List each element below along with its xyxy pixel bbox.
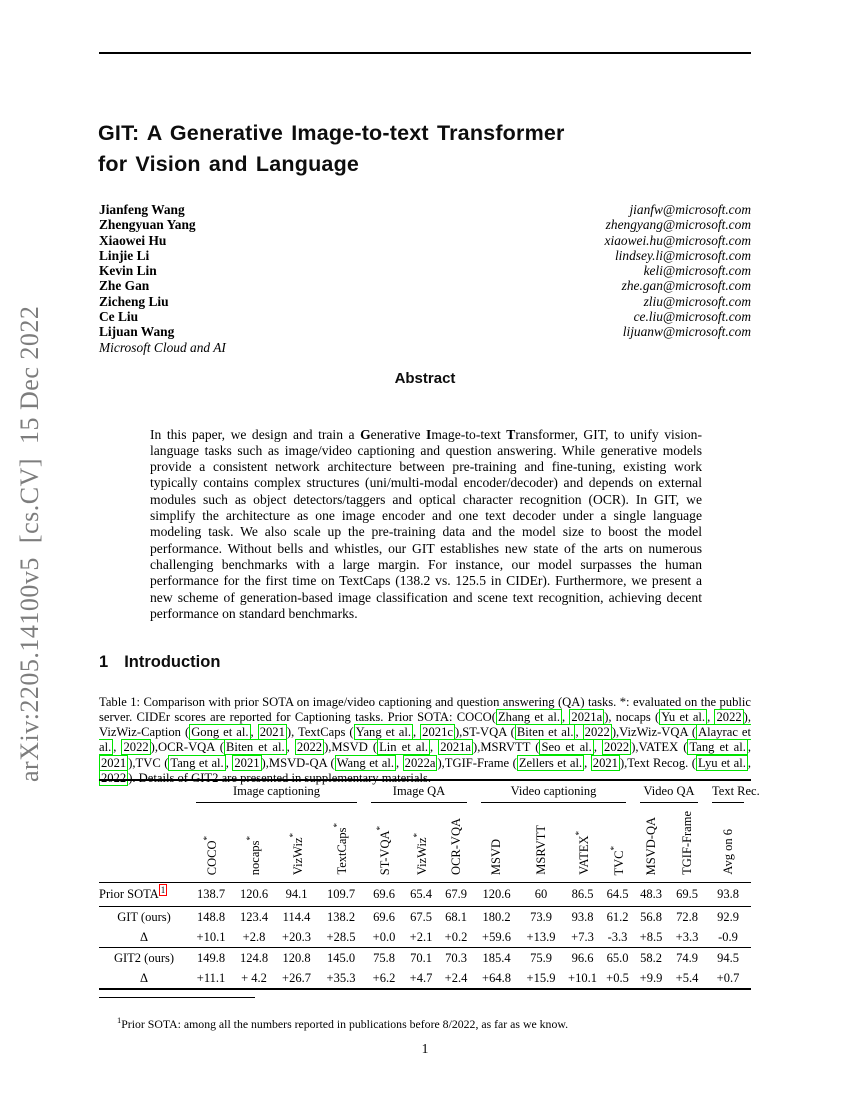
table-value: 138.2 [326,909,356,924]
bold-letter: G [360,426,371,442]
table-value: 180.2 [482,909,511,924]
table-value: 69.6 [364,883,404,907]
table-value: 70.1 [410,950,432,965]
table-value: 60 [519,883,563,907]
table-value: 114.4 [282,909,311,924]
column-group-header [189,780,364,803]
table-column-header-row [99,803,751,883]
author-email[interactable]: zhengyang@microsoft.com [605,217,751,233]
table-value: -0.9 [705,927,751,948]
column-header [233,803,275,883]
table-value: +8.5 [633,927,669,948]
paper-title-line1: GIT: A Generative Image-to-text Transformer [98,121,565,146]
table-value: 69.5 [669,883,705,907]
table-value: +2.8 [233,927,275,948]
table-value: 109.7 [318,883,364,907]
table-value: 92.9 [717,909,739,924]
table-value: + 4.2 [241,970,267,985]
table-row [99,968,751,989]
table-value: 120.6 [474,883,519,907]
column-header-label: Avg on 6 [720,829,735,875]
table-row [99,907,751,928]
table-value: +13.9 [519,927,563,948]
section-heading-introduction [99,653,220,672]
author-name: Xiaowei Hu [99,232,167,248]
page-number: 1 [421,1041,429,1056]
table-value: 61.2 [606,909,629,924]
column-header-label: VizWiz* [287,832,305,875]
table-value: 148.8 [196,909,226,924]
column-group-label: Image QA [371,784,467,803]
table-value: +10.1 [568,970,597,985]
citation-link[interactable]: Lin et al. [379,740,429,755]
citation-link[interactable]: Seo et al. [541,740,592,755]
column-group-header [474,780,633,803]
citation-link[interactable]: 2021c [422,725,453,740]
footnote-rule [99,997,255,998]
table-value: 145.0 [326,950,356,965]
table-value: 48.3 [633,883,669,907]
column-group-label: Text Rec. [712,784,744,803]
author-name: Linjie Li [99,247,150,263]
column-header [189,803,233,883]
row-label: Prior SOTA $^1$ [99,883,189,907]
citation-link[interactable]: Zellers et al. [518,755,583,770]
author-email[interactable]: zliu@microsoft.com [643,293,751,309]
citation-link[interactable]: 2022 [716,709,742,724]
citation-link[interactable]: Biten et al. [225,740,285,755]
table-row [99,948,751,969]
citation-link[interactable]: Yu et al. [661,709,706,724]
column-header [669,803,705,883]
author-name: Lijuan Wang [99,324,175,340]
table-corner-cell [99,803,189,883]
column-group-label: Image captioning [196,784,357,803]
author-email[interactable]: lijuanw@microsoft.com [622,324,751,340]
table-value: 124.8 [239,950,269,965]
table-value: +59.6 [474,927,519,948]
column-header-label: VATEX* [573,831,591,875]
column-header-label: MSVD [489,838,504,875]
column-header [318,803,364,883]
table-value: 149.8 [196,950,226,965]
author-name: Zhe Gan [99,278,150,294]
table-value: +5.4 [675,970,699,985]
column-header-label: nocaps* [245,835,263,875]
results-table [99,779,760,990]
table-value: +0.5 [606,970,629,985]
bold-letter: T [506,426,516,442]
table-value: 94.5 [717,950,739,965]
row-label: GIT2 (ours) [113,950,175,965]
footnote-marker: 1 [117,1014,122,1025]
table-value: 75.8 [373,950,395,965]
table-value: 185.4 [482,950,511,965]
affiliation: Microsoft Cloud and AI [99,339,226,355]
bold-letter: I [426,426,432,442]
table-value: 70.3 [445,950,467,965]
author-email[interactable]: xiaowei.hu@microsoft.com [604,232,751,248]
table-value: +0.2 [438,927,474,948]
citation-link[interactable]: 2021a [571,709,603,724]
author-email[interactable]: zhe.gan@microsoft.com [621,278,751,294]
column-header-label: ST-VQA* [375,825,393,875]
citation-link[interactable]: Wang et al. [336,755,395,770]
column-header [404,803,438,883]
table-value: 93.8 [705,883,751,907]
table-value: 67.5 [410,909,432,924]
table-row [99,927,751,948]
arxiv-watermark: arXiv:2205.14100v5 [cs.CV] 15 Dec 2022 [15,305,44,782]
table-value: 93.8 [571,909,594,924]
table-value: 73.9 [530,909,552,924]
footnote-text: Prior SOTA: among all the numbers reported in publications before 8/2022, as far as we know. [121,1016,569,1031]
table-value: 67.9 [438,883,474,907]
row-label: GIT (ours) [117,909,171,924]
author-email[interactable]: keli@microsoft.com [643,263,751,279]
table-value: 65.4 [404,883,438,907]
author-row [99,294,751,309]
abstract-text: In this paper, we design and train a Generative Image-to-text Transformer, GIT, to unify vision-language tasks such as image/video captioning and question answering. While generative models provide a consistent network architecture between pre-training and fine-tuning, existing work typically contains complex structures (uni/multi-modal encoder/decoder) and depends on external modules such as object detectors/taggers and optical character recognition (OCR). In GIT, we simplify the architecture as one image encoder and one text decoder under a single language modeling task. We also scale up the pre-training data and the model size to boost the model performance. Without bells and whistles, our GIT establishes new state of the arts on numerous challenging benchmarks with a large margin. For instance, our model surpasses the human performance for the first time on TextCaps (138.2 vs. 125.5 in CIDEr). Furthermore, we present a new scheme of generation-based image classification and scene text recognition, achieving decent performance on standard benchmarks. [150,426,703,621]
column-group-label: Video QA [640,784,698,803]
author-name: Ce Liu [99,309,139,325]
column-header [633,803,669,883]
footnote-ref[interactable]: 1 [160,885,166,896]
citation-link[interactable]: Gong et al. [191,725,249,740]
author-row [99,278,751,293]
table-value: 69.6 [373,909,395,924]
table-value: +26.7 [282,970,311,985]
author-row [99,217,751,232]
citation-link[interactable]: 2022a [404,755,436,770]
table-group-header-row [99,780,751,803]
table-value: +20.3 [275,927,318,948]
column-header-label: MSRVTT [533,825,548,875]
table-value: 86.5 [563,883,602,907]
citation-link[interactable]: Tang et al. [689,740,746,755]
table-corner-cell [99,780,189,803]
author-name: Kevin Lin [99,263,157,279]
citation-link[interactable]: Lyu et al. [698,755,746,770]
citation-link[interactable]: Biten et al. [516,725,574,740]
table-value: +11.1 [196,970,226,985]
table-value: 138.7 [189,883,233,907]
column-header-label: VizWiz* [412,832,430,875]
column-header-label: TVC* [608,845,626,875]
column-group-header [705,780,760,803]
column-header [563,803,602,883]
column-header-label: COCO* [202,835,220,875]
table-value: +0.0 [364,927,404,948]
citation-link[interactable]: 2022 [296,740,323,755]
citation-link[interactable]: Yang et al. [355,725,411,740]
column-header [602,803,633,883]
row-label: Δ [139,970,149,985]
table-value: -3.3 [602,927,633,948]
author-row [99,202,751,217]
table-value: +35.3 [326,970,356,985]
citation-link[interactable]: Zhang et al. [497,709,560,724]
citation-link[interactable]: 2022 [123,740,149,755]
author-email[interactable]: lindsey.li@microsoft.com [614,247,751,263]
author-list [99,202,751,355]
citation-link[interactable]: 2022 [101,771,127,786]
table-value: +0.7 [716,970,740,985]
table-value: +2.4 [444,970,468,985]
table-value: +7.3 [563,927,602,948]
table-value: +9.9 [639,970,663,985]
header-rule [99,52,751,54]
column-header [519,803,563,883]
section-title: Introduction [124,652,221,671]
table-value: 75.9 [530,950,552,965]
paper-title-line2: for Vision and Language [98,151,360,176]
table-value: 65.0 [606,950,629,965]
table-value: +3.3 [669,927,705,948]
table-value: 96.6 [571,950,594,965]
table-value: 68.1 [445,909,467,924]
table-value: +15.9 [526,970,556,985]
table-value: 56.8 [640,909,662,924]
author-row [99,263,751,278]
author-row [99,309,751,324]
section-number: 1 [99,652,109,671]
table-value: 58.2 [640,950,662,965]
citation-link[interactable]: 2021 [234,755,260,770]
citation-link[interactable]: 2021a [440,740,472,755]
column-header [705,803,751,883]
table-value: 72.8 [676,909,698,924]
author-row [99,248,751,263]
author-email[interactable]: ce.liu@microsoft.com [633,309,751,325]
column-group-header [364,780,474,803]
citation-link[interactable]: 2022 [584,725,610,740]
column-header-label: TGIF-Frame [679,811,694,875]
column-header [474,803,519,883]
column-header [438,803,474,883]
citation-link[interactable]: 2022 [604,740,630,755]
table-value: +28.5 [318,927,364,948]
table-value: +4.7 [409,970,433,985]
table-value: +2.1 [404,927,438,948]
column-group-header [633,780,705,803]
citation-link[interactable]: 2021 [101,755,127,770]
table-value: 94.1 [275,883,318,907]
table-caption: Table 1: Comparison with prior SOTA on image/video captioning and question answering (QA) tasks. *: evaluated on the public server. CIDEr scores are reported for Captioning tasks. Prior SOTA: COCO( Zhang et al. , 2021a ), nocaps ( Yu et al. , 2022 ), VizWiz-Caption ( Gong et al. , 2021 ), TextCaps ( Yang et al. , 2021c ),ST-VQA ( Biten et al. , 2022 ),VizWiz-VQA ( Alayrac et al. , 2022 ),OCR-VQA ( Biten et al. , 2022 ),MSVD ( Lin et al. , 2021a ),MSRVTT ( Seo et al. , 2022 ),VATEX ( Tang et al. , 2021 ),TVC ( Tang et al. , 2021 ),MSVD-QA ( Wang et al. , 2022a ),TGIF-Frame ( Zellers et al. , 2021 ),Text Recog. ( Lyu et al. , 2022 ). Details of GIT2 are presented in supplementary materials. [99,694,752,786]
column-header [275,803,318,883]
row-label: Δ [99,927,189,948]
table-value: +10.1 [189,927,233,948]
column-header-label: OCR-VQA [448,818,463,875]
table-value: 120.8 [282,950,311,965]
column-header-label: MSVD-QA [643,816,658,875]
abstract-heading: Abstract [394,370,456,387]
table-value: +64.8 [482,970,511,985]
author-email[interactable]: jianfw@microsoft.com [629,202,751,217]
author-name: Zhengyuan Yang [99,217,196,233]
citation-link[interactable]: Tang et al. [170,755,224,770]
table-value: 64.5 [602,883,633,907]
column-group-label: Video captioning [481,784,626,803]
author-row [99,233,751,248]
column-header-label: TextCaps* [332,823,350,875]
paper-title [98,118,758,179]
author-row [99,324,751,339]
table-value: 120.6 [233,883,275,907]
citation-link[interactable]: 2021 [259,725,285,740]
author-name: Jianfeng Wang [99,202,185,217]
column-header [364,803,404,883]
author-name: Zicheng Liu [99,293,169,309]
citation-link[interactable]: Alayrac et al. [99,725,752,755]
table-row [99,883,751,907]
table-value: 74.9 [676,950,698,965]
table-value: 123.4 [239,909,269,924]
footnote [99,1015,751,1032]
table-value: +6.2 [372,970,396,985]
citation-link[interactable]: 2021 [592,755,618,770]
